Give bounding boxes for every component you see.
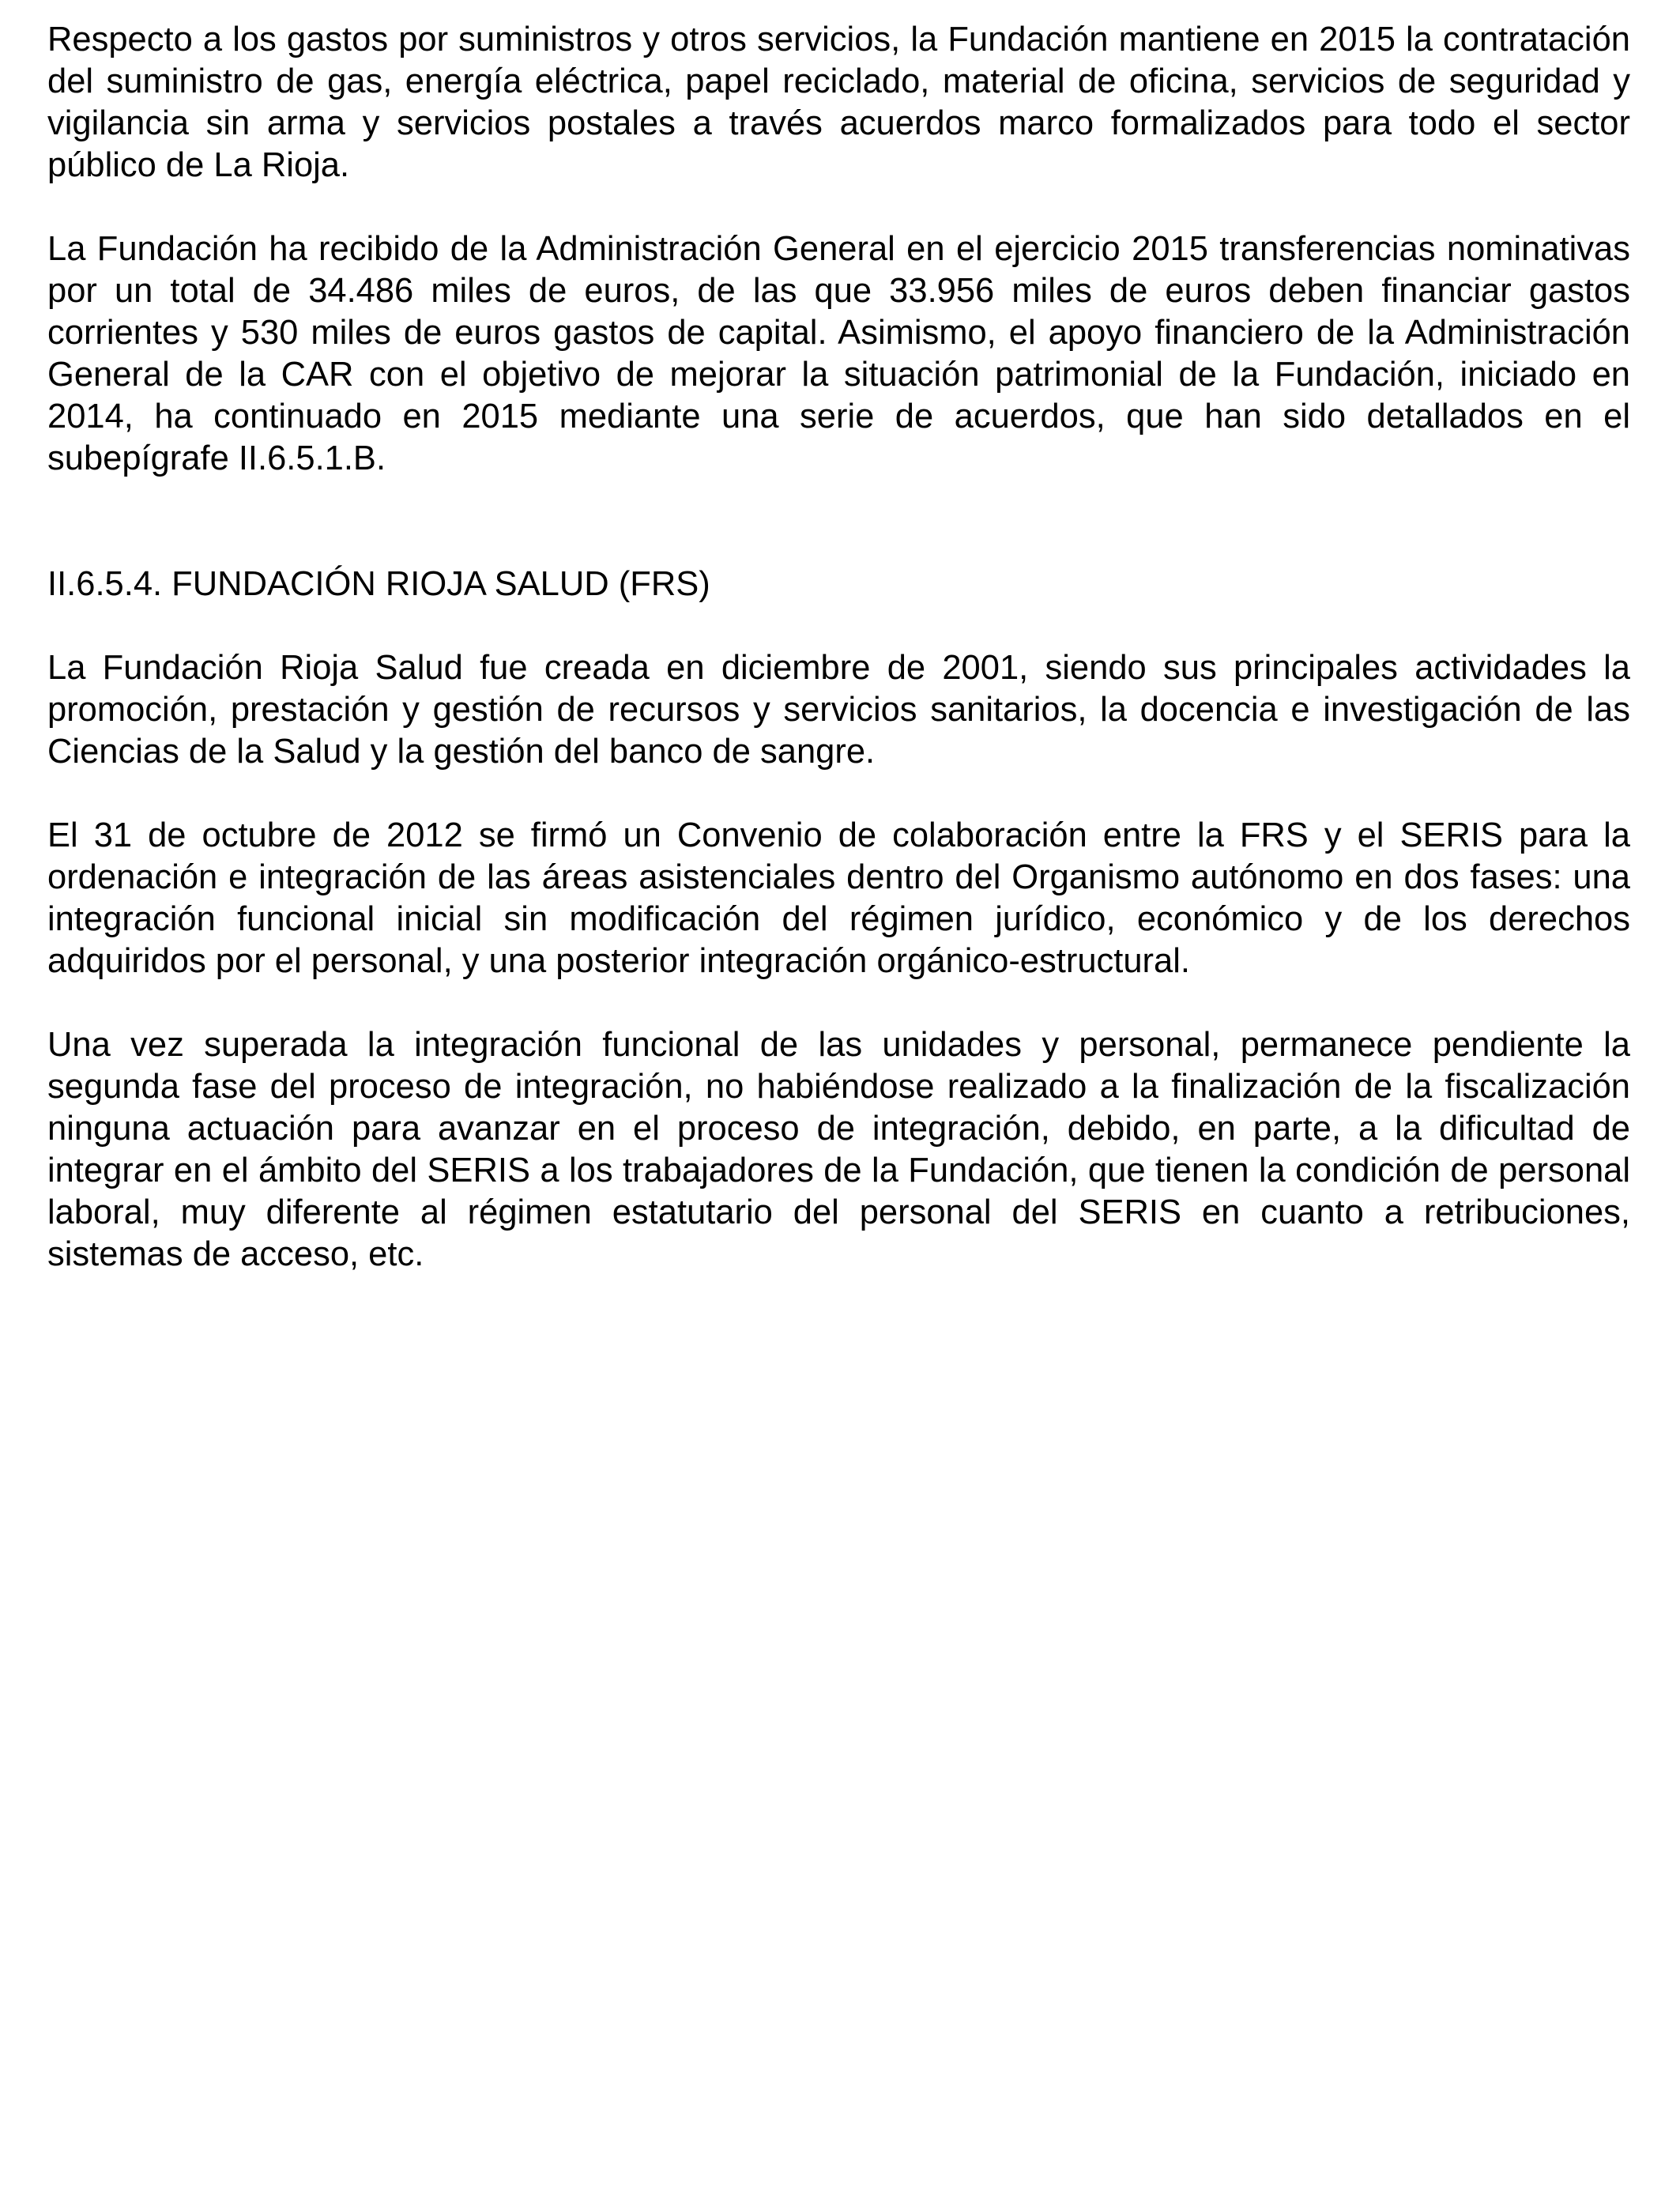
paragraph-transfers: La Fundación ha recibido de la Administración General en el ejercicio 2015 transferencias nominativas por un total de 34.486 miles de euros, de las que 33.956 miles de euros deben financiar gastos corrientes y 530 miles de euros gastos de capital. Asimismo, el apoyo financiero de la Administración General de la CAR con el objetivo de mejorar la situación patrimonial de la Fundación, iniciado en 2014, ha continuado en 2015 mediante una serie de acuerdos, que han sido detallados en el subepígrafe II.6.5.1.B.	[47, 230, 1630, 477]
paragraph-frs-creation: La Fundación Rioja Salud fue creada en diciembre de 2001, siendo sus principales actividades la promoción, prestación y gestión de recursos y servicios sanitarios, la docencia e investigación de las Ciencias de la Salud y la gestión del banco de sangre.	[47, 649, 1630, 771]
document-page	[47, 19, 1630, 1318]
section-heading: II.6.5.4. FUNDACIÓN RIOJA SALUD (FRS)	[47, 565, 710, 603]
paragraph-supplies-expenses: Respecto a los gastos por suministros y otros servicios, la Fundación mantiene en 2015 la contratación del suministro de gas, energía eléctrica, papel reciclado, material de oficina, servicios de seguridad y vigilancia sin arma y servicios postales a través acuerdos marco formalizados para todo el sector público de La Rioja.	[47, 21, 1630, 184]
paragraph-convenio: El 31 de octubre de 2012 se firmó un Convenio de colaboración entre la FRS y el SERIS para la ordenación e integración de las áreas asistenciales dentro del Organismo autónomo en dos fases: una integración funcional inicial sin modificación del régimen jurídico, económico y de los derechos adquiridos por el personal, y una posterior integración orgánico-estructural.	[47, 816, 1630, 980]
paragraph-integration-pending: Una vez superada la integración funcional de las unidades y personal, permanece pendiente la segunda fase del proceso de integración, no habiéndose realizado a la finalización de la fiscalización ninguna actuación para avanzar en el proceso de integración, debido, en parte, a la dificultad de integrar en el ámbito del SERIS a los trabajadores de la Fundación, que tienen la condición de personal laboral, muy diferente al régimen estatutario del personal del SERIS en cuanto a retribuciones, sistemas de acceso, etc.	[47, 1026, 1630, 1273]
